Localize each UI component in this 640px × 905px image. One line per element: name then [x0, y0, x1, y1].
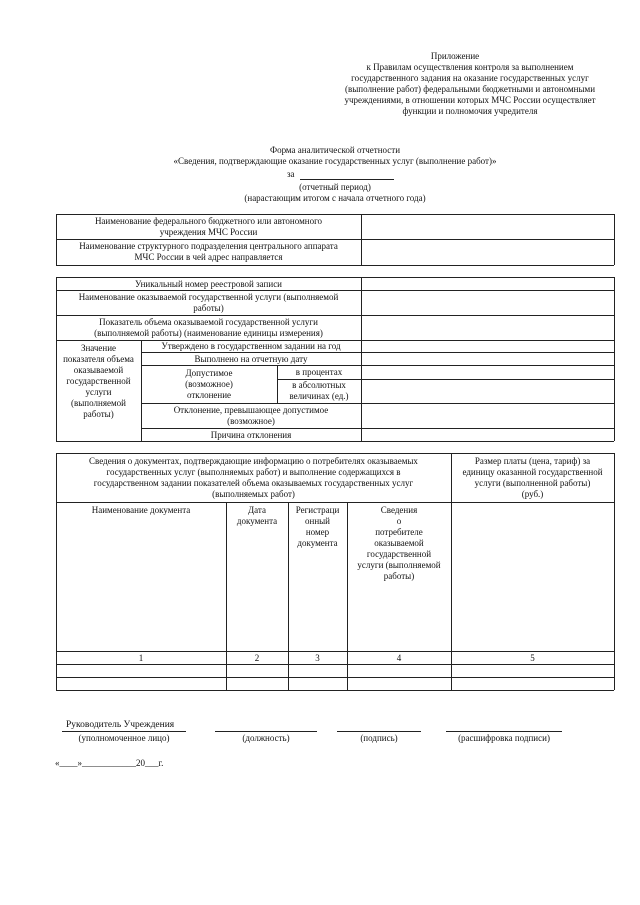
decode-caption: (расшифровка подписи)	[458, 733, 550, 743]
col-document-name: Наименование документа	[91, 505, 191, 515]
deviation-over-label: Отклонение, превышающее допустимое	[173, 405, 329, 415]
column-number: 3	[315, 653, 320, 663]
approved-label: Утверждено в государственном задании на год	[161, 341, 341, 351]
period-blank-line	[300, 179, 394, 180]
col-reg-number: онный	[305, 516, 330, 526]
col-consumer-info: работы)	[383, 571, 415, 581]
col-reg-number: номер	[305, 527, 330, 537]
form-subtitle: «Сведения, подтверждающие оказание государственных услуг (выполнение работ)»	[173, 156, 497, 166]
column-number: 4	[396, 653, 402, 663]
price-header-line: единицу оказанной государственной	[462, 467, 603, 477]
price-header-line: Размер платы (цена, тариф) за	[474, 456, 591, 466]
column-number: 1	[138, 653, 144, 663]
form-period: (отчетный период)	[299, 182, 371, 192]
division-name-label-2: МЧС России в чей адрес направляется	[134, 252, 283, 262]
column-number: 2	[254, 653, 260, 663]
col-consumer-info: о	[396, 516, 402, 526]
allowed-label-3: отклонение	[186, 390, 232, 400]
institution-name-label-2: учреждения МЧС России	[159, 227, 258, 237]
col-document-date-2: документа	[236, 516, 278, 526]
done-label: Выполнено на отчетную дату	[194, 354, 308, 364]
registry-number-label: Уникальный номер реестровой записи	[134, 279, 282, 289]
price-header-line: услуги (выполненной работы)	[474, 478, 591, 488]
docs-header-line: (выполняемых работ)	[212, 489, 295, 499]
value-label-line: показателя объема	[63, 354, 134, 364]
allowed-label-2: (возможное)	[185, 379, 233, 389]
value-label-line: государственной	[66, 376, 131, 386]
service-name-label: Наименование оказываемой государственной услуги (выполняемой	[78, 292, 339, 302]
col-document-date: Дата	[248, 505, 266, 515]
form-za: за	[287, 169, 295, 179]
value-label-line: оказываемой	[73, 365, 124, 375]
appendix-line: функции и полномочия учредителя	[402, 106, 538, 116]
position-caption: (должность)	[242, 733, 290, 743]
value-label-line: работы)	[83, 409, 114, 419]
col-consumer-info: Сведения	[380, 505, 418, 515]
indicator-label-2: (выполняемой работы) (наименование единицы измерения)	[94, 328, 323, 338]
head-label: Руководитель Учреждения	[66, 720, 175, 730]
value-label-line: (выполняемой	[71, 398, 126, 408]
docs-header-line: Сведения о документах, подтверждающие информацию о потребителях оказываемых	[89, 456, 418, 466]
sign-caption: (подпись)	[360, 733, 398, 743]
appendix-line: учреждениями, в отношении которых МЧС России осуществляет	[344, 95, 596, 105]
in-absolute-label-2: величинах (ед.)	[289, 391, 349, 401]
date-line: «____»____________20___г.	[55, 758, 164, 768]
col-consumer-info: государственной	[366, 549, 432, 559]
col-consumer-info: оказываемой	[374, 538, 424, 548]
price-header-line: (руб.)	[521, 489, 544, 499]
docs-header-line: государственном задании показателей объема оказываемых государственных услуг	[93, 478, 414, 488]
service-name-label-2: работы)	[193, 303, 224, 313]
col-reg-number: Регистраци	[295, 505, 340, 515]
col-reg-number: документа	[297, 538, 338, 548]
docs-header-line: государственных услуг (выполняемых работ) и выполнение содержащихся в	[106, 467, 401, 477]
form-cumulative: (нарастающим итогом с начала отчетного года)	[244, 193, 426, 203]
indicator-label: Показатель объема оказываемой государственной услуги	[99, 317, 318, 327]
value-label-line: Значение	[80, 343, 117, 353]
column-number: 5	[530, 653, 535, 663]
value-label-line: услуги	[85, 387, 112, 397]
form-title: Форма аналитической отчетности	[269, 145, 401, 155]
authorized-caption: (уполномоченное лицо)	[78, 733, 170, 743]
col-consumer-info: потребителе	[375, 527, 423, 537]
allowed-label-1: Допустимое	[185, 368, 233, 378]
in-percent-label: в процентах	[295, 367, 343, 377]
col-consumer-info: услуги (выполняемой	[357, 560, 441, 570]
division-name-label: Наименование структурного подразделения центрального аппарата	[79, 241, 338, 251]
institution-name-label: Наименование федерального бюджетного или автономного	[94, 216, 323, 226]
appendix-title: Приложение	[430, 51, 480, 61]
appendix-line: государственного задания на оказание государственных услуг	[351, 73, 589, 83]
reason-label: Причина отклонения	[210, 430, 292, 440]
appendix-line: (выполнение работ) федеральными бюджетными и автономными	[344, 84, 596, 94]
deviation-over-label-2: (возможное)	[227, 416, 275, 426]
appendix-line: к Правилам осуществления контроля за выполнением	[366, 62, 574, 72]
in-absolute-label: в абсолютных	[292, 380, 346, 390]
